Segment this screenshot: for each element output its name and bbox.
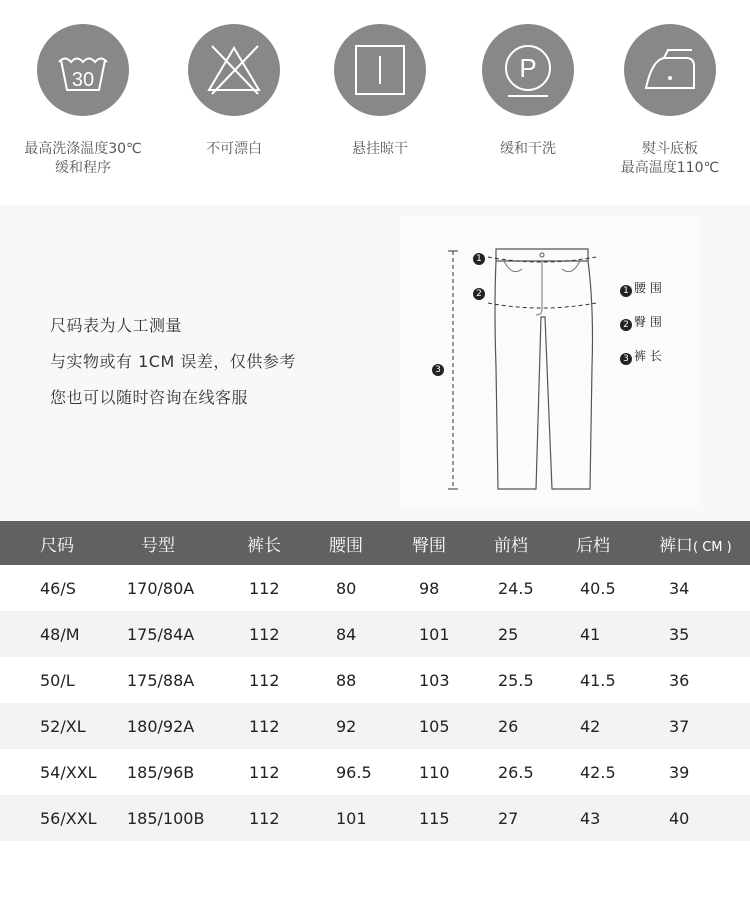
cell-size: 52/XL (40, 716, 86, 736)
cell-front-rise: 26 (498, 716, 519, 736)
measurement-section (0, 205, 750, 521)
table-row (0, 703, 750, 749)
cell-length: 112 (249, 670, 280, 690)
cell-hem: 40 (669, 808, 690, 828)
cell-size: 56/XXL (40, 808, 97, 828)
note-line-2: 与实物或有 1CM 误差，仅供参考 (50, 352, 296, 371)
cell-fit: 175/84A (127, 624, 195, 644)
header-front-rise: 前档 (494, 535, 528, 556)
care-wash-line2: 缓和程序 (55, 160, 111, 176)
header-unit: ( CM ) (693, 539, 732, 555)
cell-hip: 105 (419, 716, 450, 736)
cell-size: 48/M (40, 624, 80, 644)
cell-front-rise: 27 (498, 808, 519, 828)
cell-size: 46/S (40, 578, 76, 598)
care-instructions (0, 0, 750, 205)
care-dryclean-line1: 缓和干洗 (500, 141, 556, 157)
care-wash-line1: 最高洗涤温度30℃ (24, 141, 142, 157)
legend-num: 2 (620, 319, 632, 331)
marker-waist: 1 (473, 253, 485, 265)
cell-front-rise: 25 (498, 624, 519, 644)
cell-hem: 35 (669, 624, 690, 644)
care-iron-line1: 熨斗底板 (642, 141, 698, 157)
care-wash (8, 24, 158, 178)
no-bleach-icon (188, 24, 280, 116)
cell-fit: 185/96B (127, 762, 195, 782)
header-fit: 号型 (141, 535, 175, 556)
marker-hip: 2 (473, 288, 485, 300)
note-line-1: 尺码表为人工测量 (50, 316, 183, 335)
cell-length: 112 (249, 624, 280, 644)
cell-hip: 98 (419, 578, 440, 598)
cell-back-rise: 43 (580, 808, 601, 828)
care-dryclean-label (453, 140, 603, 159)
note-line-3: 您也可以随时咨询在线客服 (50, 388, 249, 407)
cell-hem: 37 (669, 716, 690, 736)
cell-length: 112 (249, 762, 280, 782)
cell-length: 112 (249, 716, 280, 736)
cell-front-rise: 24.5 (498, 578, 534, 598)
table-row (0, 611, 750, 657)
header-hip: 臀围 (412, 535, 446, 556)
cell-back-rise: 40.5 (580, 578, 616, 598)
cell-fit: 185/100B (127, 808, 205, 828)
cell-fit: 180/92A (127, 716, 195, 736)
cell-hem: 39 (669, 762, 690, 782)
cell-hip: 103 (419, 670, 450, 690)
care-bleach (159, 24, 309, 159)
cell-waist: 80 (336, 578, 357, 598)
cell-hip: 101 (419, 624, 450, 644)
care-hang-label (305, 140, 455, 159)
cell-waist: 88 (336, 670, 357, 690)
cell-waist: 96.5 (336, 762, 372, 782)
cell-size: 54/XXL (40, 762, 97, 782)
hang-dry-icon (334, 24, 426, 116)
care-iron-line2: 最高温度110℃ (620, 160, 720, 176)
cell-front-rise: 25.5 (498, 670, 534, 690)
care-iron (595, 24, 745, 178)
care-dryclean (453, 24, 603, 159)
care-hang-line1: 悬挂晾干 (352, 141, 408, 157)
care-iron-label (595, 140, 745, 178)
legend-hip (620, 313, 662, 331)
cell-back-rise: 41.5 (580, 670, 616, 690)
cell-length: 112 (249, 808, 280, 828)
cell-hip: 110 (419, 762, 450, 782)
iron-110-icon (624, 24, 716, 116)
legend-label: 臀 围 (634, 315, 662, 329)
legend-label: 裤 长 (634, 349, 662, 363)
cell-back-rise: 41 (580, 624, 601, 644)
table-row (0, 749, 750, 795)
dry-clean-letter: P (519, 53, 537, 83)
dry-clean-p-icon (482, 24, 574, 116)
cell-waist: 84 (336, 624, 357, 644)
header-back-rise: 后档 (576, 535, 610, 556)
cell-fit: 175/88A (127, 670, 195, 690)
cell-fit: 170/80A (127, 578, 195, 598)
header-size: 尺码 (40, 535, 74, 556)
legend-length (620, 347, 662, 365)
table-row (0, 565, 750, 611)
care-bleach-line1: 不可漂白 (206, 141, 262, 157)
cell-back-rise: 42 (580, 716, 601, 736)
legend-waist (620, 279, 662, 297)
table-row (0, 657, 750, 703)
legend-label: 腰 围 (634, 281, 662, 295)
cell-length: 112 (249, 578, 280, 598)
care-hang (305, 24, 455, 159)
cell-hem: 36 (669, 670, 690, 690)
header-hem-label: 裤口 (659, 535, 693, 556)
care-bleach-label (159, 140, 309, 159)
care-wash-label (8, 140, 158, 178)
size-chart-table (0, 521, 750, 841)
cell-front-rise: 26.5 (498, 762, 534, 782)
marker-length: 3 (432, 364, 444, 376)
cell-back-rise: 42.5 (580, 762, 616, 782)
cell-waist: 92 (336, 716, 357, 736)
wash-30-icon (37, 24, 129, 116)
legend-num: 3 (620, 353, 632, 365)
header-length: 裤长 (247, 535, 281, 556)
cell-hem: 34 (669, 578, 690, 598)
legend-num: 1 (620, 285, 632, 297)
cell-waist: 101 (336, 808, 367, 828)
table-row (0, 795, 750, 841)
header-waist: 腰围 (329, 535, 363, 556)
cell-size: 50/L (40, 670, 75, 690)
wash-temp-text: 30 (71, 69, 95, 91)
header-hem (659, 531, 732, 556)
table-header (0, 521, 750, 565)
cell-hip: 115 (419, 808, 450, 828)
